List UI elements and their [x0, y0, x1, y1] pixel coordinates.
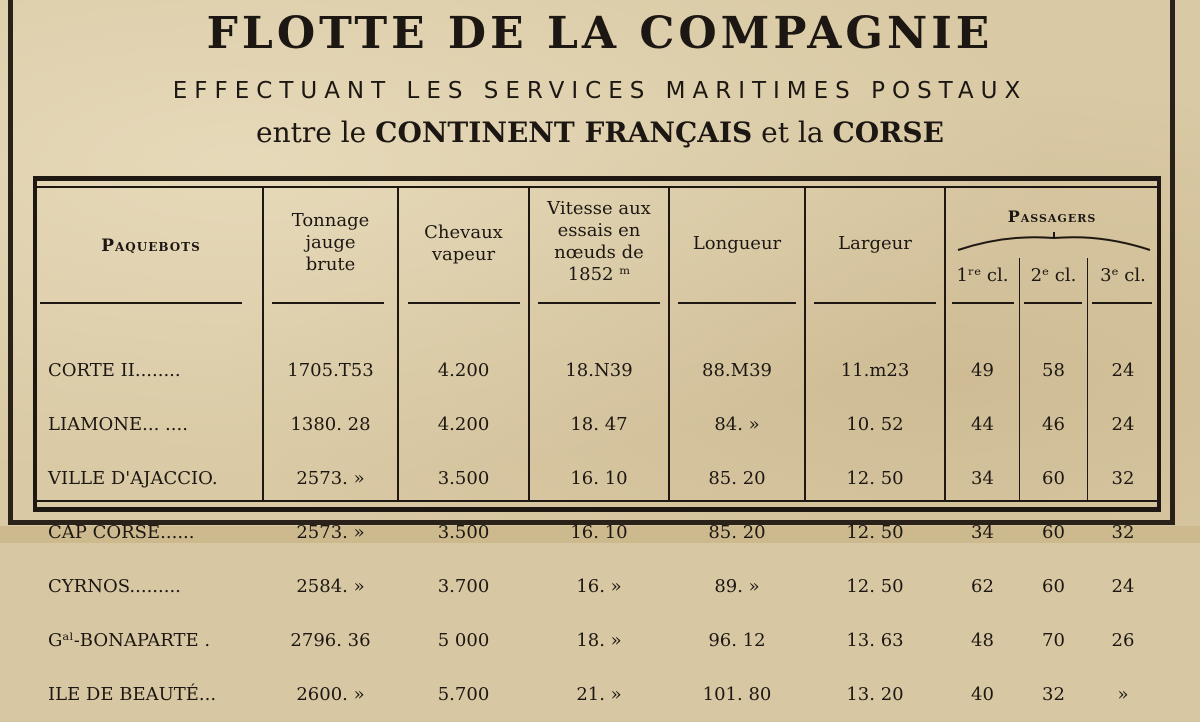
- class-2-cell: 60: [1042, 576, 1065, 597]
- class-2-cell: 60: [1042, 468, 1065, 489]
- largeur-cell: 13. 63: [846, 630, 904, 651]
- header-largeur: Largeur: [838, 233, 912, 254]
- longueur-cell: 88.M39: [702, 360, 772, 381]
- largeur-cell: 12. 50: [846, 468, 904, 489]
- header-vitesse: [530, 198, 668, 286]
- header-rule: [1092, 302, 1152, 304]
- header-tonnage: [264, 210, 397, 276]
- longueur-cell: 101. 80: [702, 684, 772, 705]
- header-longueur: Longueur: [692, 233, 782, 254]
- vitesse-cell: 18. »: [576, 630, 622, 651]
- largeur-cell: 13. 20: [846, 684, 904, 705]
- header-tonnage-line: jauge: [305, 232, 356, 253]
- ship-name: CORTE II........: [48, 360, 181, 381]
- longueur-cell: 96. 12: [708, 630, 766, 651]
- ship-name: ILE DE BEAUTÉ...: [48, 684, 217, 705]
- header-vitesse-line: nœuds de: [554, 242, 644, 263]
- vitesse-column: [530, 326, 668, 722]
- header-rule: [538, 302, 660, 304]
- header-rule: [814, 302, 936, 304]
- header-vitesse-line: 1852 ᵐ: [567, 264, 631, 285]
- ship-names-column: [48, 326, 263, 722]
- class-1-cell: 62: [971, 576, 994, 597]
- chevaux-cell: 3.700: [437, 576, 490, 597]
- class-3-cell: 24: [1111, 576, 1135, 597]
- class-1-column: [946, 326, 1019, 722]
- tonnage-cell: 1380. 28: [290, 414, 371, 435]
- header-rule: [1024, 302, 1082, 304]
- header-chevaux-line: vapeur: [431, 244, 496, 265]
- tonnage-cell: 2796. 36: [290, 630, 371, 651]
- class-3-cell: 24: [1111, 360, 1135, 381]
- class-2-cell: 60: [1042, 522, 1065, 543]
- longueur-column: [670, 326, 804, 722]
- vitesse-cell: 16. »: [576, 576, 622, 597]
- longueur-cell: 89. »: [714, 576, 760, 597]
- class-1-cell: 49: [971, 360, 994, 381]
- ship-name: VILLE D'AJACCIO.: [48, 468, 218, 489]
- vitesse-cell: 18.N39: [565, 360, 633, 381]
- largeur-cell: 11.m23: [840, 360, 910, 381]
- largeur-cell: 12. 50: [846, 522, 904, 543]
- route-continent: CONTINENT FRANÇAIS: [375, 116, 753, 149]
- largeur-cell: 10. 52: [846, 414, 904, 435]
- largeur-cell: 12. 50: [846, 576, 904, 597]
- class-1-cell: 34: [971, 468, 994, 489]
- tonnage-cell: 2600. »: [296, 684, 365, 705]
- chevaux-cell: 5 000: [437, 630, 490, 651]
- class-3-cell: 26: [1111, 630, 1135, 651]
- brace-ornament: [956, 228, 1152, 254]
- chevaux-column: [399, 326, 528, 722]
- tonnage-cell: 2573. »: [296, 468, 365, 489]
- tonnage-cell: 1705.T53: [287, 360, 374, 381]
- route-prefix: entre le: [256, 116, 376, 149]
- class-2-cell: 46: [1042, 414, 1065, 435]
- header-chevaux-line: Chevaux: [424, 222, 503, 243]
- header-rule: [678, 302, 796, 304]
- chevaux-cell: 3.500: [437, 468, 490, 489]
- ship-name: CAP CORSE......: [48, 522, 195, 543]
- chevaux-cell: 3.500: [437, 522, 490, 543]
- header-vitesse-line: Vitesse aux: [547, 198, 651, 219]
- route-corse: CORSE: [832, 116, 944, 149]
- header-tonnage-line: Tonnage: [291, 210, 370, 231]
- chevaux-cell: 5.700: [437, 684, 490, 705]
- chevaux-cell: 4.200: [437, 414, 490, 435]
- header-rule: [272, 302, 384, 304]
- ship-name: CYRNOS.........: [48, 576, 181, 597]
- class-2-cell: 70: [1042, 630, 1065, 651]
- header-class-1: 1ʳᵉ cl.: [956, 265, 1009, 286]
- longueur-cell: 85. 20: [708, 468, 766, 489]
- class-2-cell: 58: [1042, 360, 1065, 381]
- header-paquebots: Paquebots: [101, 236, 201, 256]
- class-1-cell: 40: [971, 684, 994, 705]
- class-2-column: [1020, 326, 1087, 722]
- header-vitesse-line: essais en: [557, 220, 641, 241]
- class-1-cell: 44: [971, 414, 994, 435]
- class-3-cell: 32: [1111, 468, 1135, 489]
- page-title: FLOTTE DE LA COMPAGNIE: [206, 8, 994, 59]
- class-3-cell: 24: [1111, 414, 1135, 435]
- ship-name: LIAMONE... ....: [48, 414, 188, 435]
- header-rule: [408, 302, 520, 304]
- table-inner-top-rule: [37, 186, 1157, 188]
- tonnage-column: [264, 326, 397, 722]
- header-chevaux: [399, 222, 528, 266]
- class-3-cell: 32: [1111, 522, 1135, 543]
- vitesse-cell: 18. 47: [570, 414, 628, 435]
- route-line: [0, 116, 1200, 149]
- class-1-cell: 48: [971, 630, 994, 651]
- tonnage-cell: 2584. »: [296, 576, 365, 597]
- header-class-3: 3ᵉ cl.: [1100, 265, 1146, 286]
- longueur-cell: 84. »: [714, 414, 760, 435]
- header-rule: [40, 302, 242, 304]
- header-rule: [952, 302, 1014, 304]
- vitesse-cell: 16. 10: [570, 522, 628, 543]
- header-tonnage-line: brute: [305, 254, 356, 275]
- tonnage-cell: 2573. »: [296, 522, 365, 543]
- ship-name: Gᵃˡ-BONAPARTE .: [48, 630, 211, 651]
- class-3-column: [1088, 326, 1158, 722]
- longueur-cell: 85. 20: [708, 522, 766, 543]
- header-passagers: Passagers: [1007, 207, 1097, 226]
- class-2-cell: 32: [1042, 684, 1065, 705]
- class-1-cell: 34: [971, 522, 994, 543]
- largeur-column: [806, 326, 944, 722]
- vitesse-cell: 16. 10: [570, 468, 628, 489]
- header-class-2: 2ᵉ cl.: [1030, 265, 1077, 286]
- page-subtitle: EFFECTUANT LES SERVICES MARITIMES POSTAUX: [172, 78, 1028, 104]
- route-connector: et la: [752, 116, 833, 149]
- vitesse-cell: 21. »: [576, 684, 622, 705]
- chevaux-cell: 4.200: [437, 360, 490, 381]
- class-3-cell: »: [1117, 684, 1129, 705]
